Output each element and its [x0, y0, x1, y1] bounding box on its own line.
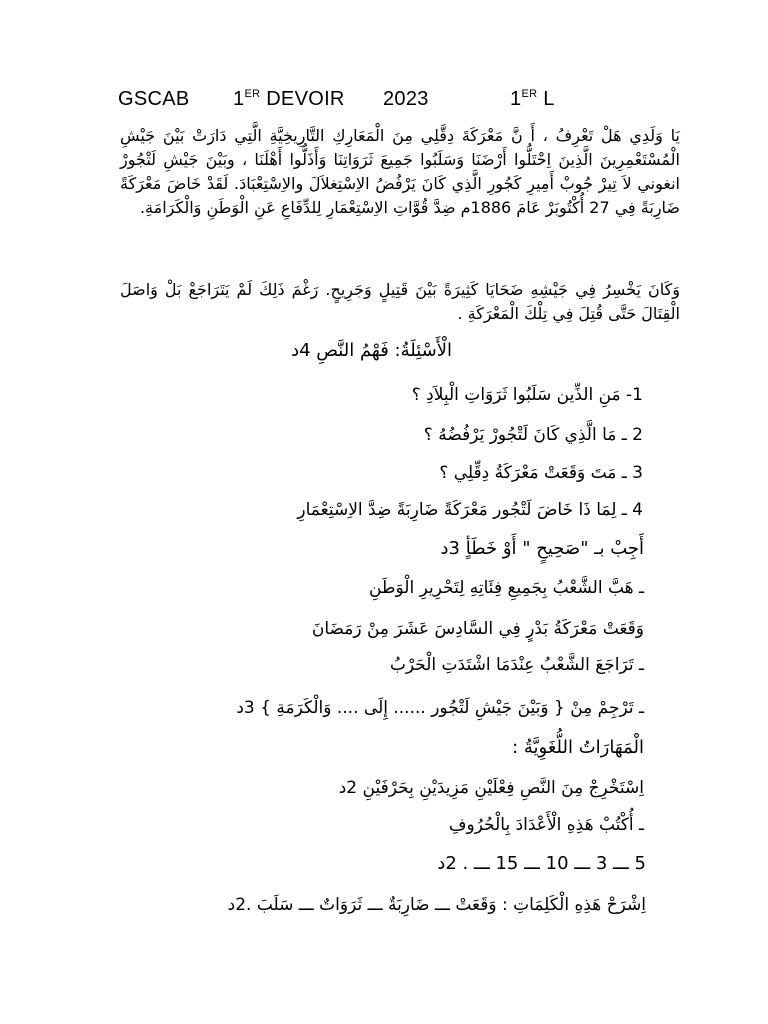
devoir-label: [233, 88, 345, 111]
question-2: 2 ـ مَا الَّذِي كَانَ لَتْجُورْ يَرْفُضُهُ ؟: [423, 425, 643, 445]
level-number: 1: [510, 88, 522, 110]
comprehension-heading: الْأَسْئِلَةُ: فَهْمُ النَّصِ 4د: [291, 340, 452, 361]
translate-instruction: ـ تَرْجِمْ مِنْ { وَبَيْنَ جَيْشِ لَتْجُور ...... إِلَى .... وَالْكَرَمَةِ } 3د: [236, 698, 644, 718]
true-false-item-3: ـ تَرَاجَعَ الشَّعْبُ عِنْدَمَا اشْتَدَتِ الْحَرْبُ: [389, 655, 644, 675]
exam-header: [118, 88, 678, 118]
level-label: [510, 88, 555, 111]
true-false-item-1: ـ هَبَّ الشَّعْبُ بِجَمِيعِ فِئَاتِهِ لِتَحْرِيرِ الْوَطَنِ: [369, 578, 644, 598]
numbers-line: 5 ـــ 3 ـــ 10 ـــ 15 ـــ . 2د: [437, 853, 646, 874]
reading-paragraph-1: يَا وَلَدِي هَلْ تَعْرِفُ ، أَ نَّ مَعْرَكَةَ دِقَّلِي مِنَ الْمَعَارِكِ التَّارِيخِيَّةِ الَّتِي دَارَتْ بَيْنَ جَيْشِ الْمُسْتَعْمِرِينَ الَّذِينَ اِحْتَلُّوا أَرْضَنَا وَسَلَبُوا جَمِيعَ ثَرَوَاتِنَا وَأَذَلُّوا أَهْلَنَا ، وبَيْنَ جَيْشِ لَتْجُورْ انغوني لاَ تِيرْ جُوبْ أَمِيرِ كَجُورِ الَّذِي كَانَ يَرْفُضُ الاِسْتِغلاَلَ والاِسْتِعْبَادَ. لَقَدْ خَاضَ مَعْرَكَةً ضَارِبَةً فِي 27 أُكْتُوبَرْ عَامَ 1886م ضِدَّ قُوَّاتِ الاِسْتِعْمَارِ لِلدِّفَاعِ عَنِ الْوَطَنِ وَالْكَرَامَةِ.: [120, 126, 680, 217]
question-3: 3 ـ مَتَ وَقَعَتْ مَعْرَكَةُ دِقِّلِي ؟: [439, 463, 643, 483]
explain-words-instruction: اِشْرَحْ هَذِهِ الْكَلِمَاتِ : وَقَعَتْ ـــ ضَارِبَةٌ ـــ ثَرَوَاتٌ ـــ سَلَبَ .2د: [227, 895, 646, 915]
question-4: 4 ـ لِمَا ذَا خَاضَ لَتْجُور مَعْرَكَةً ضَارِبَةً ضِدَّ الاِسْتِعْمَارِ: [297, 500, 643, 520]
reading-paragraph-2: وَكَانَ يَخْسِرُ فِي جَيْشِهِ ضَحَايَا كَثِيرَةً بَيْنَ قَتِيلٍ وَجَرِيحٍ. رَغْمَ ذَلِكَ لَمْ يَتَرَاجَعْ بَلْ وَاصَلَ الْقِتَالَ حَتَّى قُتِلَ فِي تِلْكَ الْمَعْرَكَةِ .: [120, 280, 680, 323]
extract-verbs-instruction: اِسْتَخْرِجْ مِنَ النَّصِ فِعْلَيْنِ مَزِيدَيْنِ بِحَرْفَيْنِ 2د: [338, 778, 644, 798]
true-false-item-2: وَقَعَتْ مَعْرَكَةُ بَدْرٍ فِي السَّادِسَ عَشَرَ مِنْ رَمَضَانَ: [311, 619, 644, 639]
true-false-heading: أَجِبْ بـ "صَحِيحٍ " أَوْ خَطَأٍ 3د: [440, 538, 644, 559]
devoir-superscript: ER: [244, 88, 261, 100]
level-superscript: ER: [521, 88, 538, 100]
exam-year: 2023: [383, 88, 429, 110]
school-name: GSCAB: [118, 88, 190, 110]
skills-heading: الْمَهَارَاتُ اللُّغَوِيَّةُ :: [512, 737, 644, 758]
write-numbers-instruction: ـ أُكْتُبْ هَذِهِ الْأَعْدَادَ بِالْحُرُوفِ: [448, 815, 644, 835]
devoir-word: DEVOIR: [266, 88, 345, 110]
devoir-number: 1: [233, 88, 245, 110]
question-1: 1- مَنِ الذِّين سَلَبُوا ثَرَوَاتِ الْبِلاَدِ ؟: [411, 385, 643, 405]
level-letter: L: [543, 88, 555, 110]
